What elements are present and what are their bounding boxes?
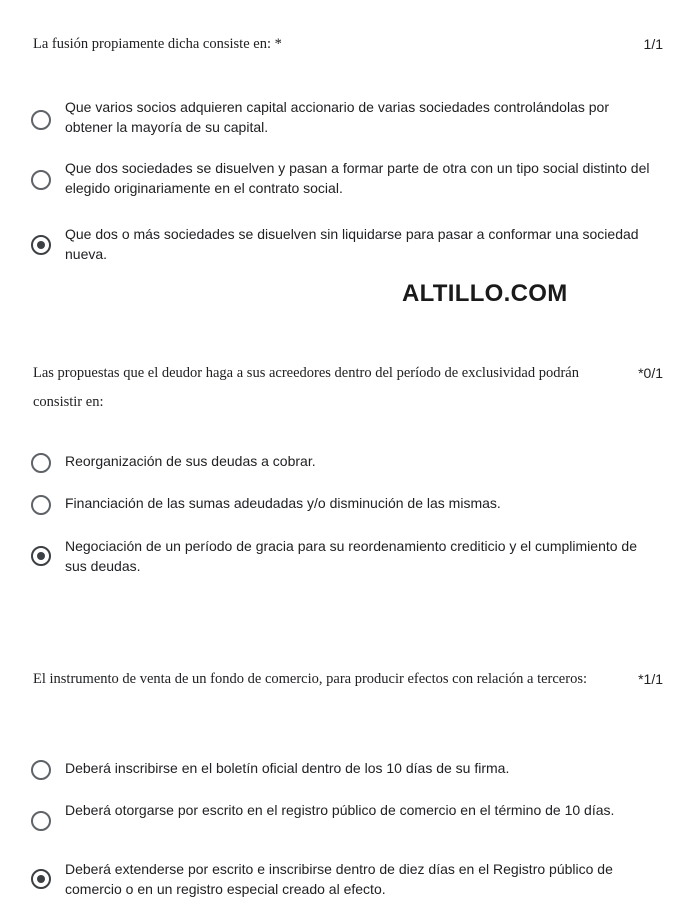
- question-2-score: *0/1: [638, 365, 663, 381]
- question-2-text: Las propuestas que el deudor haga a sus acreedores dentro del período de exclusividad podrán consistir en:: [33, 365, 579, 410]
- watermark-text: ALTILLO.COM: [402, 280, 568, 307]
- option-label: Financiación de las sumas adeudadas y/o disminución de las mismas.: [65, 495, 501, 511]
- radio-unchecked-icon[interactable]: [31, 811, 51, 831]
- option-label: Que dos sociedades se disuelven y pasan a formar parte de otra con un tipo social distinto del elegido originariamente en el contrato social.: [65, 160, 650, 196]
- question-3-header: [33, 665, 673, 694]
- radio-checked-icon[interactable]: [31, 235, 51, 255]
- question-1-score: 1/1: [643, 36, 663, 52]
- radio-unchecked-icon[interactable]: [31, 110, 51, 130]
- radio-unchecked-icon[interactable]: [31, 453, 51, 473]
- option-label: Que dos o más sociedades se disuelven sin liquidarse para pasar a conformar una sociedad nueva.: [65, 226, 639, 262]
- option-label: Que varios socios adquieren capital accionario de varias sociedades controlándolas por obtener la mayoría de su capital.: [65, 99, 609, 135]
- question-2-header: [33, 359, 673, 417]
- radio-unchecked-icon[interactable]: [31, 760, 51, 780]
- radio-checked-icon[interactable]: [31, 546, 51, 566]
- option-label: Deberá otorgarse por escrito en el registro público de comercio en el término de 10 días.: [65, 802, 615, 818]
- option-label: Deberá extenderse por escrito e inscribirse dentro de diez días en el Registro público de comercio o en un registro especial creado al efecto.: [65, 861, 613, 897]
- radio-unchecked-icon[interactable]: [31, 170, 51, 190]
- option-label: Deberá inscribirse en el boletín oficial dentro de los 10 días de su firma.: [65, 760, 510, 776]
- radio-unchecked-icon[interactable]: [31, 495, 51, 515]
- option-label: Reorganización de sus deudas a cobrar.: [65, 453, 316, 469]
- question-3-text: El instrumento de venta de un fondo de comercio, para producir efectos con relación a terceros:: [33, 671, 587, 687]
- question-1-header: [33, 30, 673, 59]
- question-1-text: La fusión propiamente dicha consiste en: *: [33, 36, 282, 52]
- question-3-score: *1/1: [638, 671, 663, 687]
- option-label: Negociación de un período de gracia para su reordenamiento crediticio y el cumplimiento de sus deudas.: [65, 538, 637, 574]
- radio-checked-icon[interactable]: [31, 869, 51, 889]
